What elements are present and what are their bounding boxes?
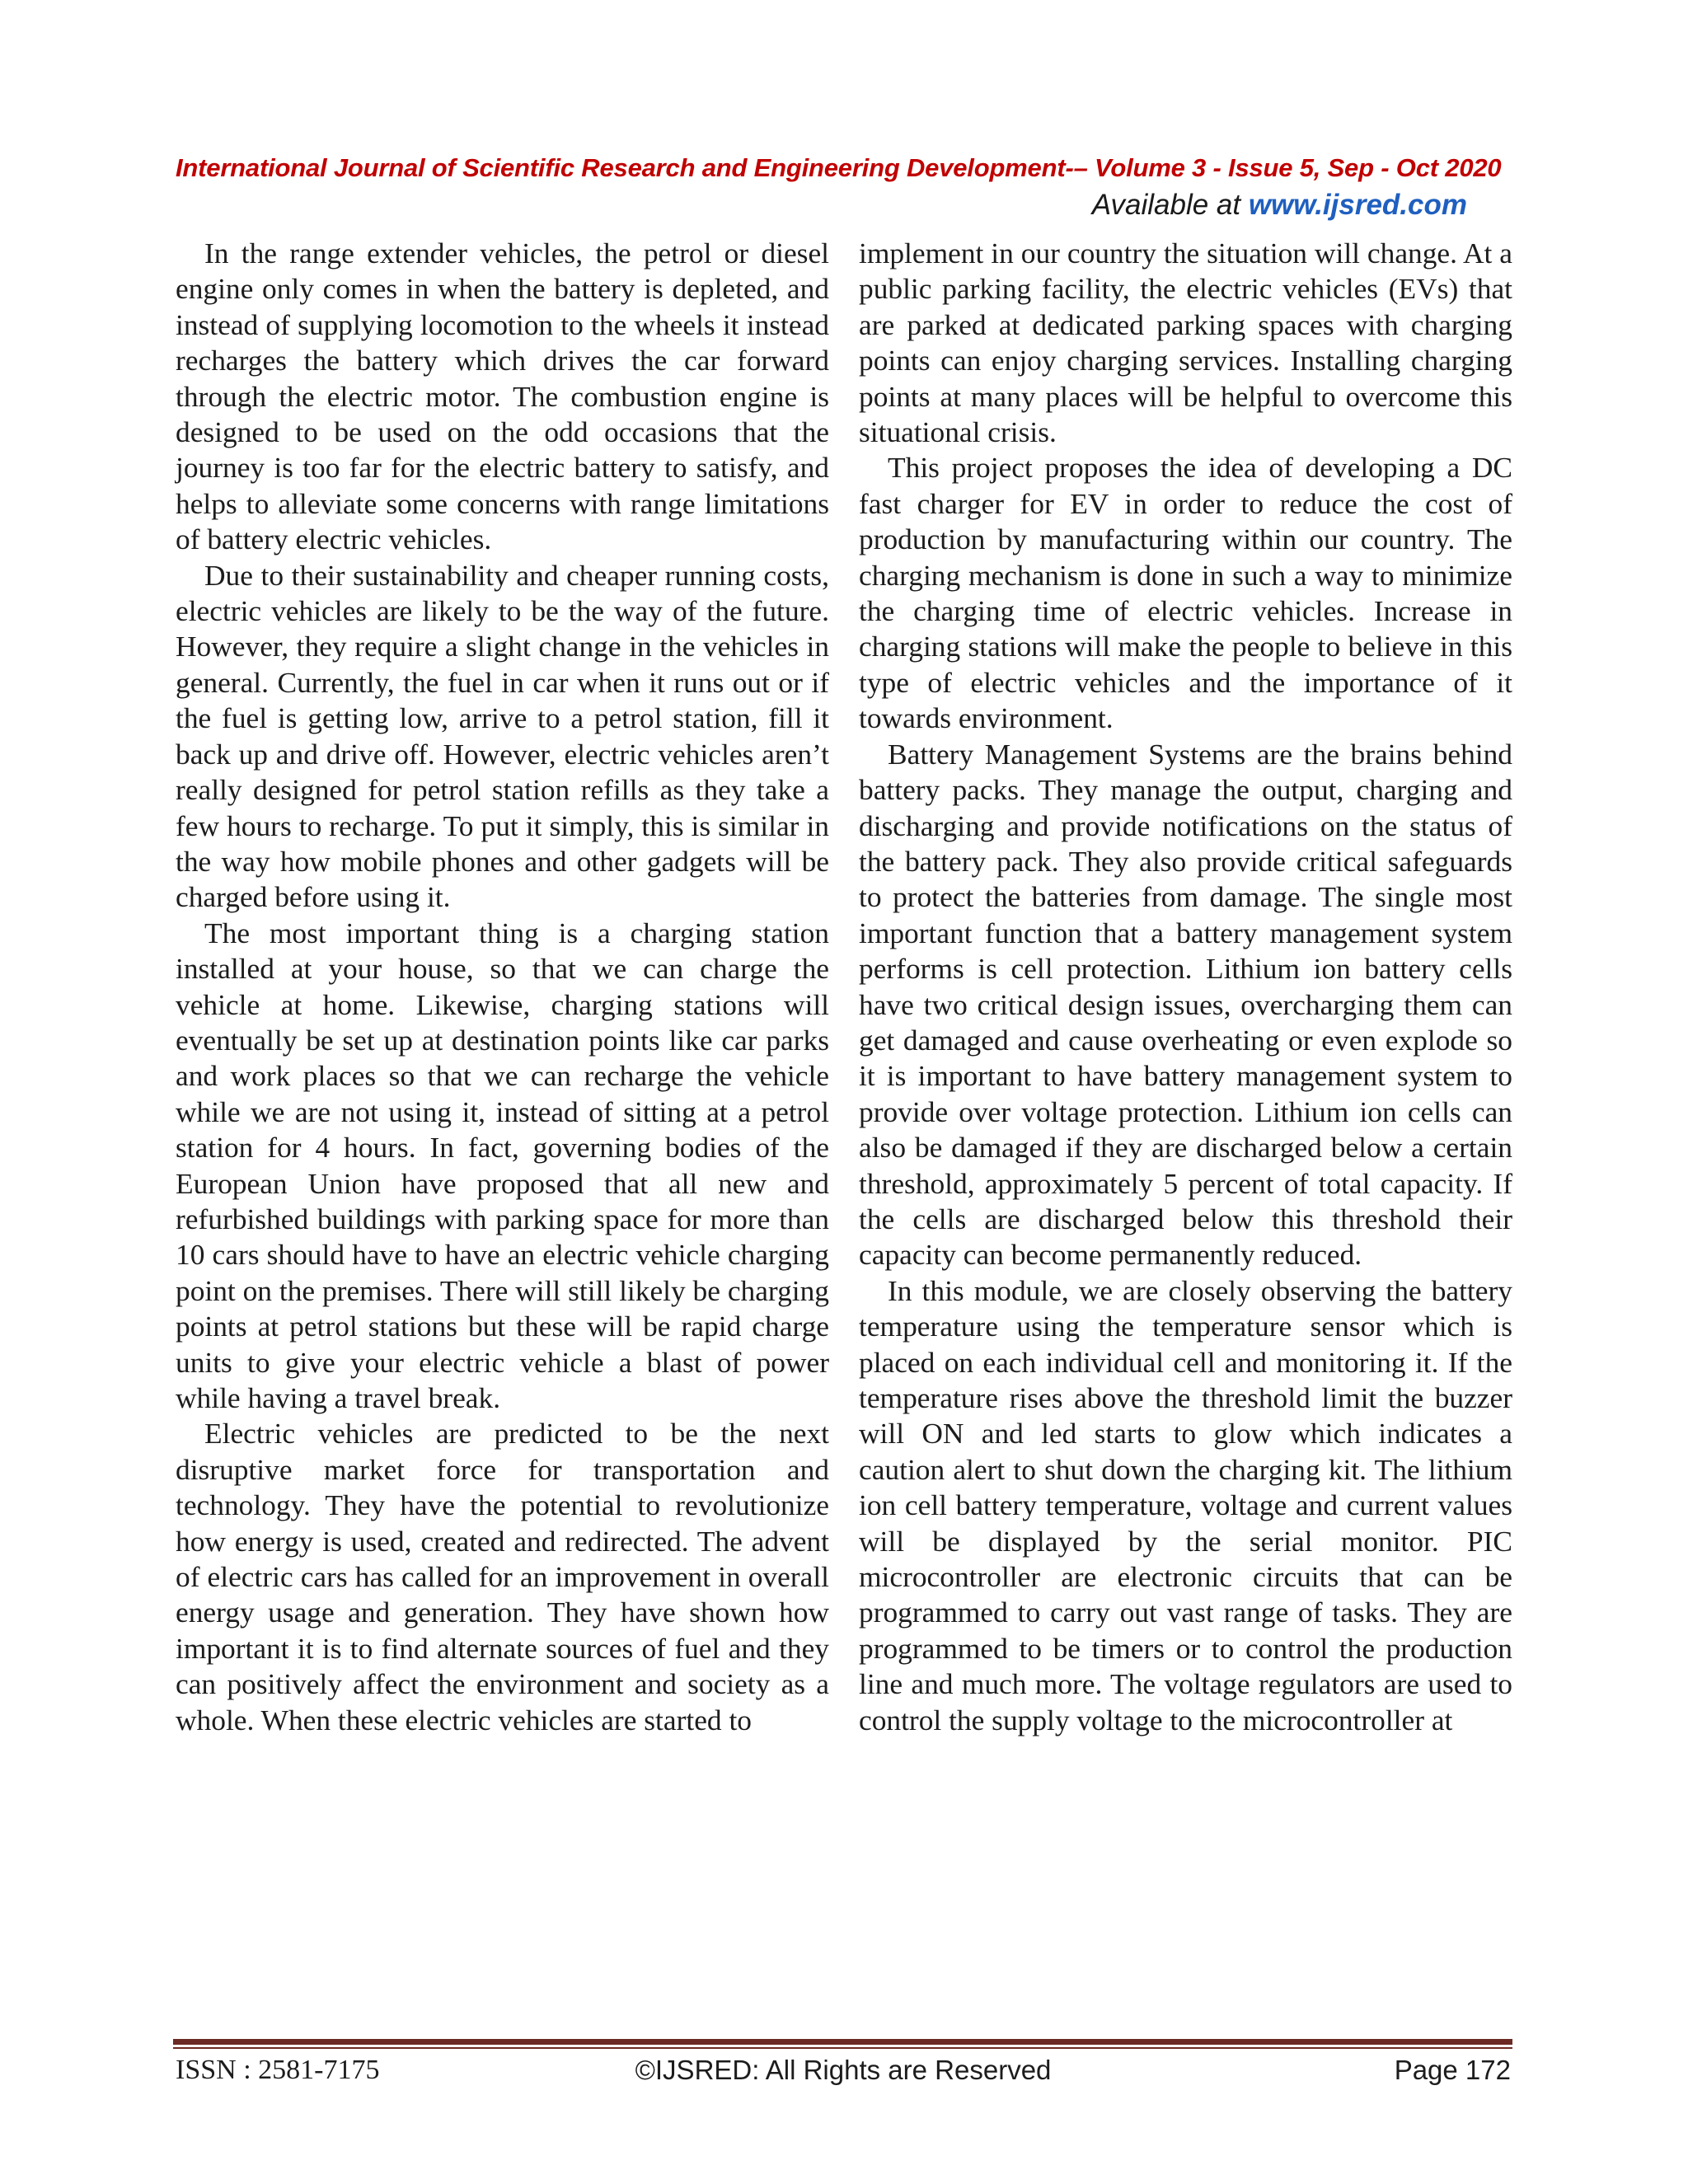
journal-title-line: International Journal of Scientific Research and Engineering Development-– Volume 3 - Issue 5, Sep - Oct 2020 <box>176 153 1502 182</box>
left-text-column <box>176 236 829 1738</box>
body-paragraph: Electric vehicles are predicted to be the next disruptive market force for transportation and technology. They have the potential to revolutionize how energy is used, created and redirected. The advent of electric cars has called for an improvement in overall energy usage and generation. They have shown how important it is to find alternate sources of fuel and they can positively affect the environment and society as a whole. When these electric vehicles are started to <box>176 1417 829 1736</box>
body-paragraph: In the range extender vehicles, the petrol or diesel engine only comes in when the battery is depleted, and instead of supplying locomotion to the wheels it instead recharges the battery which drives the car forward through the electric motor. The combustion engine is designed to be used on the odd occasions that the journey is too far for the electric battery to satisfy, and helps to alleviate some concerns with range limitations of battery electric vehicles. <box>176 237 829 556</box>
body-paragraph: Due to their sustainability and cheaper running costs, electric vehicles are likely to be the way of the future. However, they require a slight change in the vehicles in general. Currently, the fuel in car when it runs out or if the fuel is getting low, arrive to a petrol station, fill it back up and drive off. However, electric vehicles aren’t really designed for petrol station refills as they take a few hours to recharge. To put it simply, this is similar in the way how mobile phones and other gadgets will be charged before using it. <box>176 558 829 914</box>
body-paragraph: In this module, we are closely observing the battery temperature using the temperature sensor which is placed on each individual cell and monitoring it. If the temperature rises above the threshold limit the buzzer will ON and led starts to glow which indicates a caution alert to shut down the charging kit. The lithium ion cell battery temperature, voltage and current values will be displayed by the serial monitor. PIC microcontroller are electronic circuits that can be programmed to carry out vast range of tasks. They are programmed to be timers or to control the production line and much more. The voltage regulators are used to control the supply voltage to the microcontroller at <box>859 1273 1512 1736</box>
journal-website-link[interactable]: www.ijsred.com <box>1248 189 1467 221</box>
footer-rule-thin <box>173 2047 1512 2049</box>
page-footer <box>176 2055 1511 2096</box>
body-paragraph: This project proposes the idea of developing a DC fast charger for EV in order to reduce the cost of production by manufacturing within our country. The charging mechanism is done in such a way to minimize the charging time of electric vehicles. Increase in charging stations will make the people to believe in this type of electric vehicles and the importance of it towards environment. <box>859 451 1512 735</box>
available-at-label: Available at <box>1091 189 1249 221</box>
journal-header <box>176 151 1519 223</box>
right-text-column <box>859 236 1512 1738</box>
availability-line <box>176 187 1519 223</box>
body-paragraph-continued: implement in our country the situation will change. At a public parking facility, the electric vehicles (EVs) that are parked at dedicated parking spaces with charging points can enjoy charging services. Installing charging points at many places will be helpful to overcome this situational crisis. <box>859 237 1512 449</box>
issn-label: ISSN : 2581-7175 <box>176 2055 380 2085</box>
body-paragraph: Battery Management Systems are the brains behind battery packs. They manage the output, charging and discharging and provide notifications on the status of the battery pack. They also provide critical safeguards to protect the batteries from damage. The single most important function that a battery management system performs is cell protection. Lithium ion battery cells have two critical design issues, overcharging them can get damaged and cause overheating or even explode so it is important to have battery management system to provide over voltage protection. Lithium ion cells can also be damaged if they are discharged below a certain threshold, approximately 5 percent of total capacity. If the cells are discharged below this threshold their capacity can become permanently reduced. <box>859 737 1512 1272</box>
footer-divider <box>173 2039 1512 2049</box>
copyright-notice: ©IJSRED: All Rights are Reserved <box>635 2055 1052 2085</box>
page-number: Page 172 <box>1394 2055 1511 2085</box>
footer-rule-thick <box>173 2039 1512 2045</box>
body-paragraph: The most important thing is a charging station installed at your house, so that we can charge the vehicle at home. Likewise, charging stations will eventually be set up at destination points like car parks and work places so that we can recharge the vehicle while we are not using it, instead of sitting at a petrol station for 4 hours. In fact, governing bodies of the European Union have proposed that all new and refurbished buildings with parking space for more than 10 cars should have to have an electric vehicle charging point on the premises. There will still likely be charging points at petrol stations but these will be rapid charge units to give your electric vehicle a blast of power while having a travel break. <box>176 916 829 1414</box>
